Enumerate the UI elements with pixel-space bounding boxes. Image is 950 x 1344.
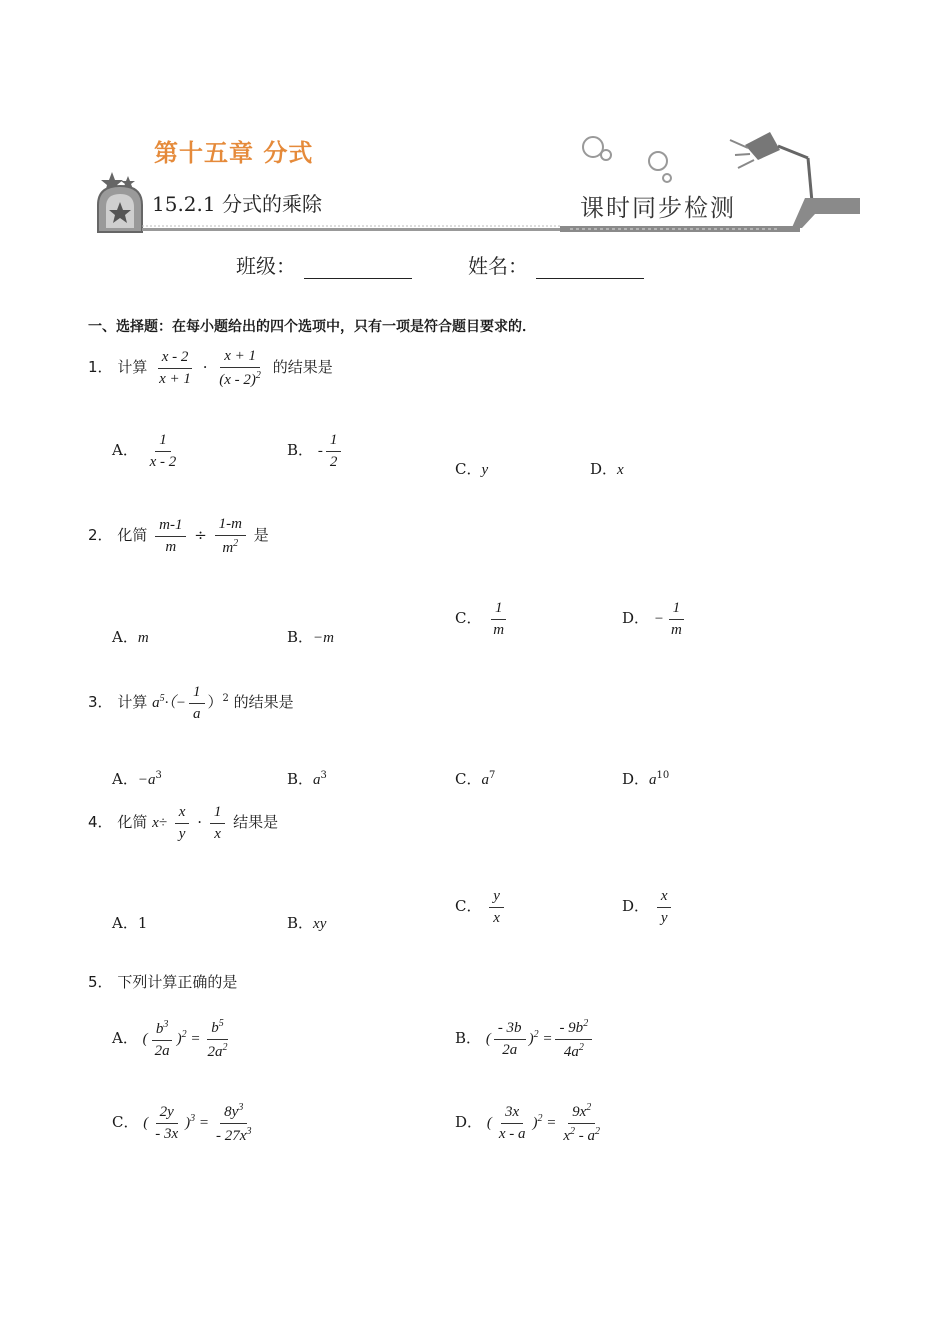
option-d[interactable]: D． ( $\frac{3x}{x - a}$ )$^2$ = $\frac{9x^2}{x^2 - a^2}$ [455,1102,607,1144]
class-field [236,250,412,279]
option-a[interactable]: A．m [112,628,149,646]
question-prefix: 计算 [117,693,148,711]
option-b[interactable]: B．$a^3$ [287,770,327,788]
option-a[interactable]: A． ( $\frac{b^3}{2a}$ )$^2$ = $\frac{b^5}{2a^2}$ [112,1018,235,1060]
question-suffix: 的结果是 [272,358,333,376]
question-3: 3． 计算 $a^5\cdot(-$ $\frac{1}{a}$ ）$^2$ 的结果是 [88,684,294,722]
name-field [468,250,644,279]
question-number: 1． [88,358,113,376]
question-2: 2． 化简 $\frac{m-1}{m}$ ÷ $\frac{1-m}{m^2}$ 是 [88,516,269,556]
question-number: 5． [88,973,113,991]
name-label: 姓名： [468,254,528,278]
question-suffix: 结果是 [233,813,279,831]
question-prefix: 下列计算正确的是 [117,973,238,991]
option-a[interactable]: A． $\frac{1}{x - 2}$ [112,432,183,470]
option-d[interactable]: D． − $\frac{1}{m}$ [622,600,689,638]
option-c[interactable]: C．y [455,460,489,478]
fraction: $\frac{2y}{- 3x}$ [155,1104,179,1142]
question-prefix: 计算 [117,358,148,376]
fraction: $\frac{1}{m}$ [489,600,508,638]
option-b[interactable]: B．−m [287,628,334,646]
fraction: $\frac{x + 1}{(x - 2)^2}$ [219,348,261,388]
option-b[interactable]: B． - $\frac{1}{2}$ [287,432,344,470]
fraction: $\frac{1}{a}$ [189,684,205,722]
question-prefix: 化简 [117,526,148,544]
fraction: $\frac{1}{x}$ [210,804,226,842]
question-number: 2． [88,526,113,544]
fraction: $\frac{1}{2}$ [326,432,342,470]
question-number: 4． [88,813,113,831]
option-c[interactable]: C． ( $\frac{2y}{- 3x}$ )$^3$ = $\frac{8y^3}{- 27x^3}$ [112,1102,258,1144]
name-blank[interactable] [536,258,644,279]
fraction: $\frac{3x}{x - a}$ [498,1104,526,1142]
chapter-title: 第十五章 分式 [154,139,314,167]
fraction: $\frac{m-1}{m}$ [155,517,186,555]
class-label: 班级： [236,254,296,278]
fraction: $\frac{- 9b^2}{4a^2}$ [555,1018,592,1060]
option-d[interactable]: D．x [590,460,624,478]
question-prefix: 化简 [117,813,148,831]
question-suffix: 是 [253,526,269,544]
option-c[interactable]: C． $\frac{y}{x}$ [455,888,507,926]
option-b[interactable]: B． ( $\frac{- 3b}{2a}$ )$^2$ = $\frac{- 9b^2}{4a^2}$ [455,1018,595,1060]
question-4: 4． 化简 x÷ $\frac{x}{y}$ · $\frac{1}{x}$ 结果是 [88,804,279,842]
fraction: $\frac{b^3}{2a}$ [151,1019,174,1059]
fraction: $\frac{8y^3}{- 27x^3}$ [216,1102,252,1144]
question-suffix: 的结果是 [233,693,294,711]
option-c[interactable]: C．$a^7$ [455,770,496,788]
banner-title: 课时同步检测 [580,194,736,222]
question-1: 1． 计算 $\frac{x - 2}{x + 1}$ · $\frac{x + 1}{(x - 2)^2}$ 的结果是 [88,348,333,388]
fraction: $\frac{1-m}{m^2}$ [215,516,246,556]
fraction: $\frac{9x^2}{x^2 - a^2}$ [563,1102,601,1144]
fraction: $\frac{y}{x}$ [489,888,504,926]
option-c[interactable]: C． $\frac{1}{m}$ [455,600,511,638]
option-a[interactable]: A．$-a^3$ [112,770,162,788]
fraction: $\frac{x}{y}$ [657,888,672,926]
question-5 [88,971,237,992]
option-b[interactable]: B．xy [287,914,327,932]
section-title: 15.2.1 分式的乘除 [152,192,322,216]
question-number: 3． [88,693,113,711]
fraction: $\frac{x}{y}$ [175,804,190,842]
fraction: $\frac{1}{m}$ [667,600,686,638]
fraction: $\frac{- 3b}{2a}$ [494,1020,526,1058]
option-a[interactable]: A．1 [112,914,148,932]
fraction: $\frac{x - 2}{x + 1}$ [159,349,191,387]
option-d[interactable]: D．$a^{10}$ [622,770,670,788]
fraction: $\frac{1}{x - 2}$ [149,432,177,470]
fraction: $\frac{b^5}{2a^2}$ [207,1018,228,1060]
instructions: 一、选择题：在每小题给出的四个选项中，只有一项是符合题目要求的． [88,319,536,335]
option-d[interactable]: D． $\frac{x}{y}$ [622,888,674,926]
class-blank[interactable] [304,258,412,279]
